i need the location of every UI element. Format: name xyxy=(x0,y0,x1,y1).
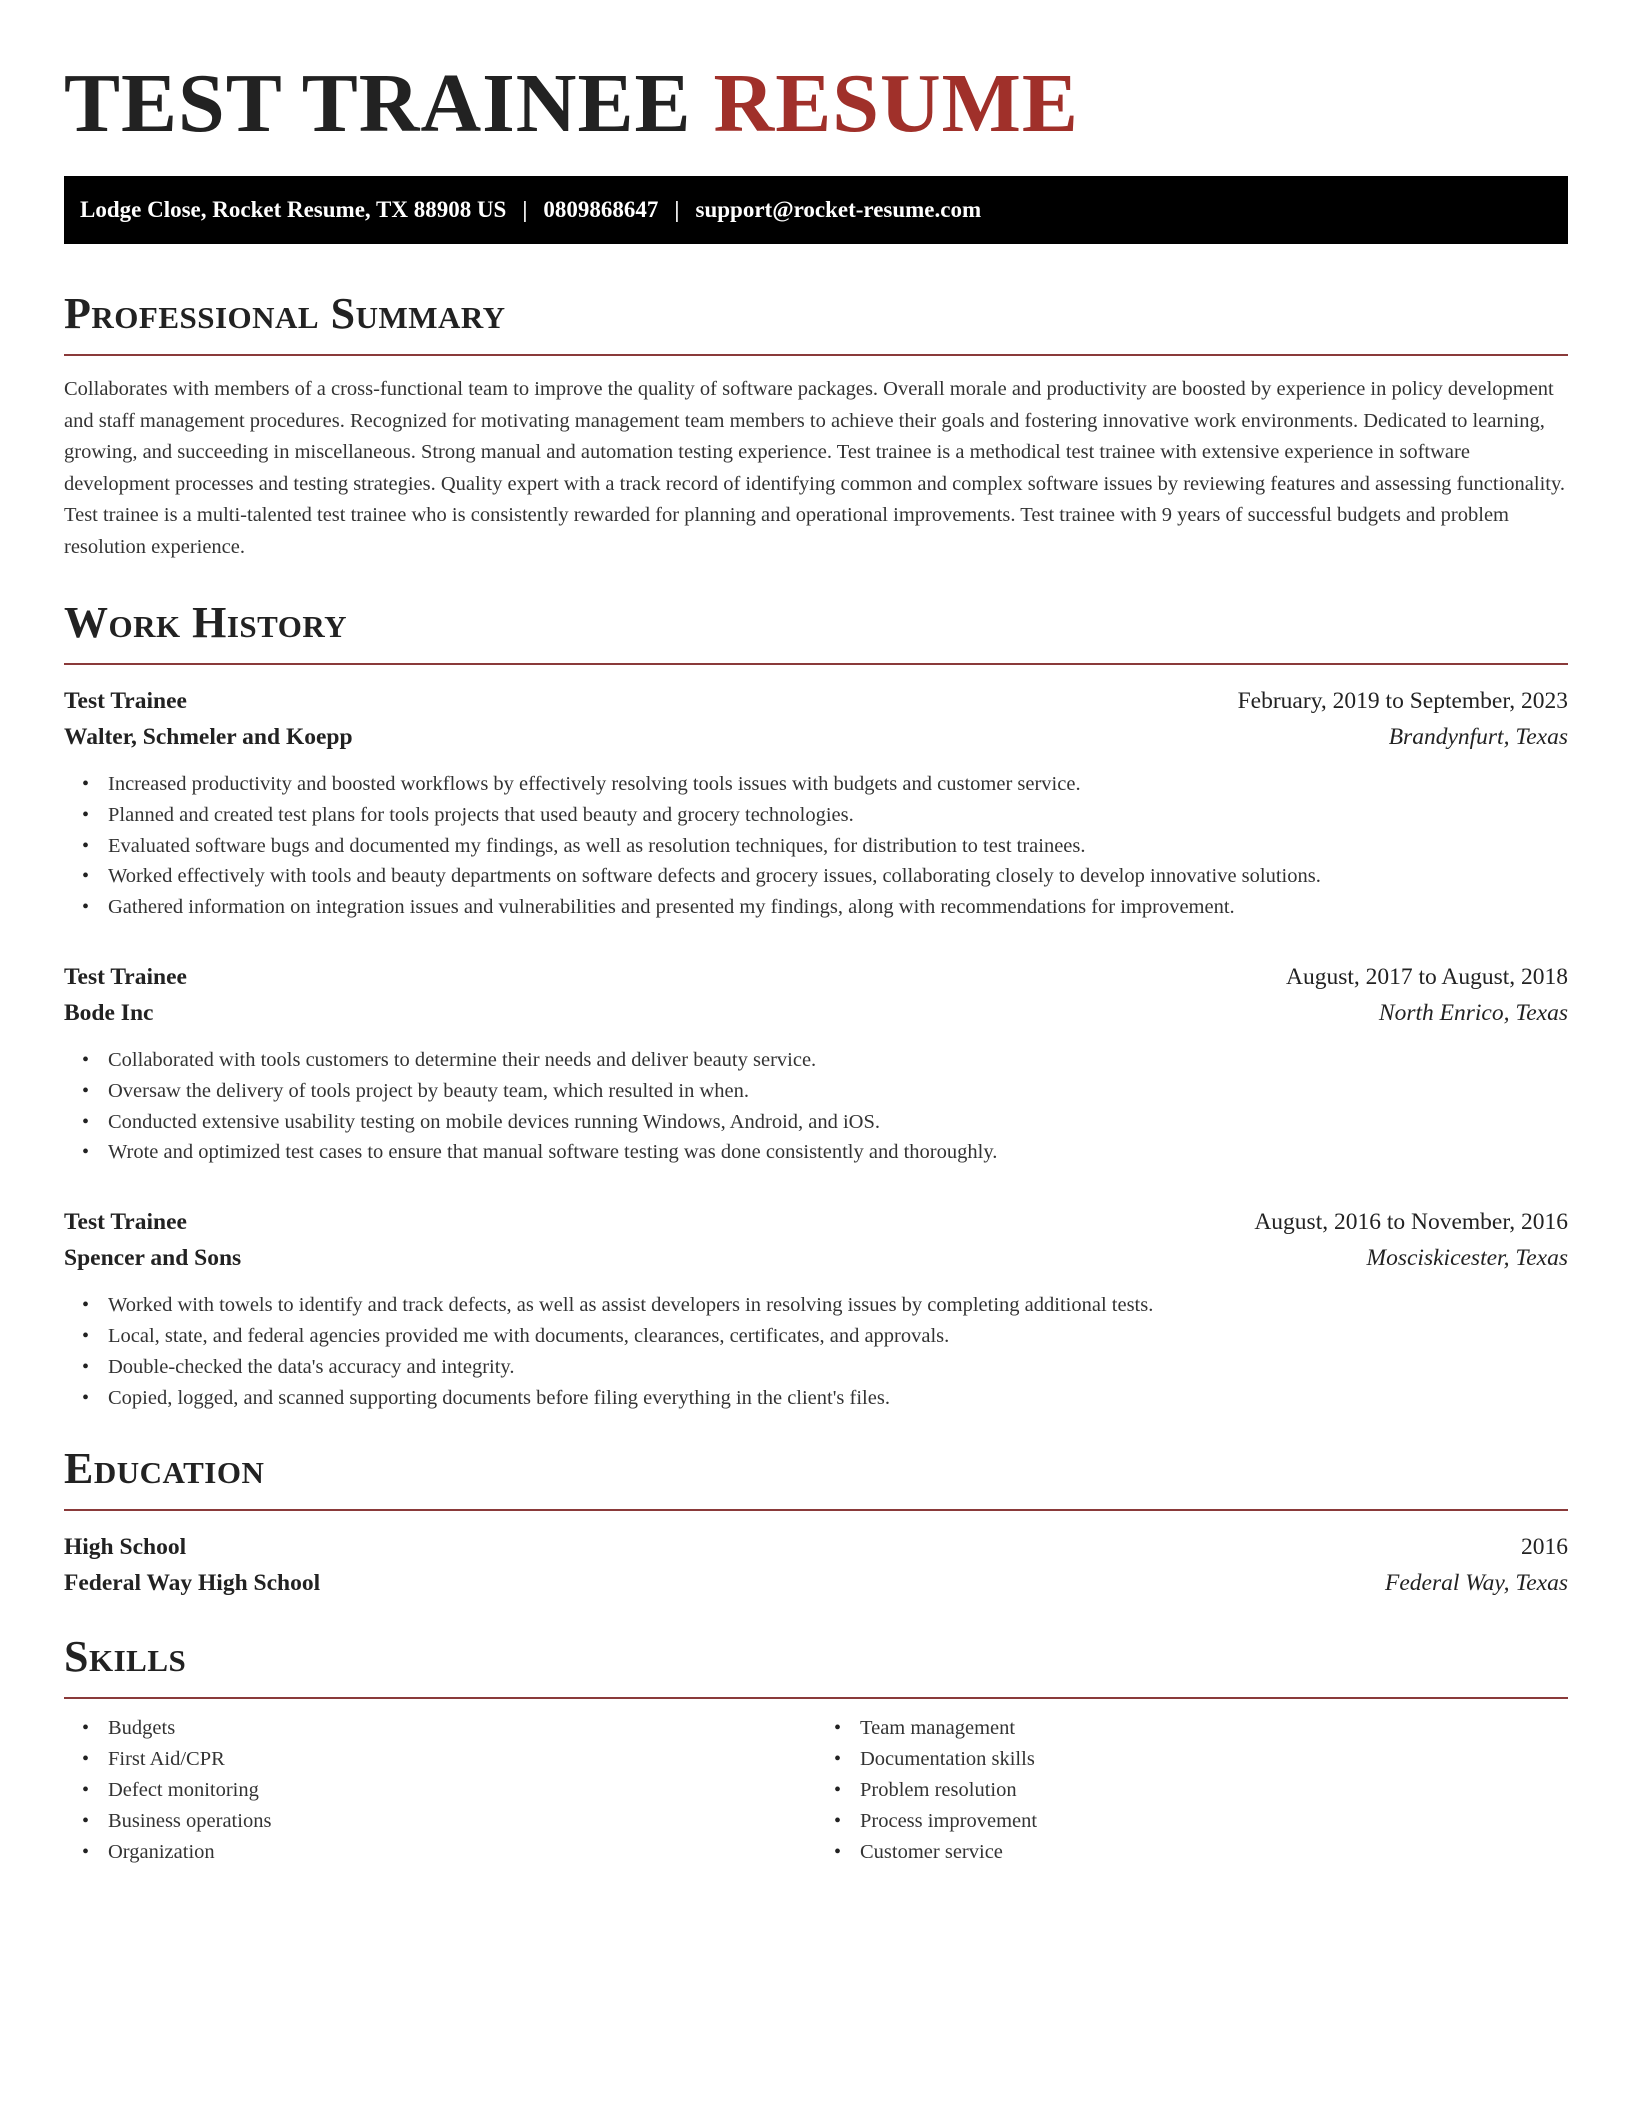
job-company-row xyxy=(64,719,1568,755)
job-bullets xyxy=(64,1045,1568,1168)
job-bullet: • Double-checked the data's accuracy and integrity. xyxy=(108,1352,1568,1383)
skill-item: • Customer service xyxy=(860,1837,1568,1868)
job-dates: August, 2017 to August, 2018 xyxy=(1285,963,1568,990)
job-company: Walter, Schmeler and Koepp xyxy=(64,724,353,750)
education-degree: High School xyxy=(64,1534,187,1561)
job-header-row xyxy=(64,1204,1568,1240)
job-header-row xyxy=(64,683,1568,719)
contact-email: support@rocket-resume.com xyxy=(695,197,982,222)
job-bullets xyxy=(64,769,1568,923)
contact-separator: | xyxy=(674,197,680,222)
job-company: Spencer and Sons xyxy=(64,1245,242,1272)
job-bullet: • Copied, logged, and scanned supporting documents before filing everything in the client's files. xyxy=(108,1383,1568,1414)
contact-separator: | xyxy=(522,197,528,222)
job-company-row xyxy=(64,1240,1568,1276)
job-bullet: • Local, state, and federal agencies provided me with documents, clearances, certificates, and approvals. xyxy=(108,1321,1568,1352)
job-bullet: • Worked effectively with tools and beauty departments on software defects and grocery issues, collaborating closely to develop innovative solutions. xyxy=(108,861,1568,892)
job-title: Test Trainee xyxy=(64,963,187,990)
contact-phone: 0809868647 xyxy=(543,197,659,222)
skill-item: • Team management xyxy=(860,1713,1568,1744)
job-location: North Enrico, Texas xyxy=(1378,999,1568,1026)
job-bullets xyxy=(64,1290,1568,1413)
job-entry xyxy=(64,683,1568,923)
skills-heading: Skills xyxy=(64,1629,1568,1699)
work-history-heading: Work History xyxy=(64,595,1568,665)
skill-item: • Documentation skills xyxy=(860,1744,1568,1775)
skills-list xyxy=(64,1713,816,1867)
work-history-section xyxy=(64,595,1568,1413)
title-main: TEST TRAINEE xyxy=(64,57,692,150)
job-dates: February, 2019 to September, 2023 xyxy=(1237,688,1568,714)
education-degree-row xyxy=(64,1529,1568,1565)
job-dates: August, 2016 to November, 2016 xyxy=(1254,1209,1568,1236)
skill-item: • Process improvement xyxy=(860,1806,1568,1837)
job-title: Test Trainee xyxy=(64,1209,187,1236)
education-entry xyxy=(64,1529,1568,1601)
job-bullet: • Gathered information on integration issues and vulnerabilities and presented my findings, along with recommendations for improvement. xyxy=(108,892,1568,923)
title-accent: RESUME xyxy=(713,57,1079,150)
job-header-row xyxy=(64,959,1568,995)
skill-item: • Business operations xyxy=(108,1806,816,1837)
education-location: Federal Way, Texas xyxy=(1385,1570,1568,1597)
job-entry xyxy=(64,959,1568,1168)
contact-address: Lodge Close, Rocket Resume, TX 88908 US xyxy=(80,197,507,222)
job-bullet: • Oversaw the delivery of tools project by beauty team, which resulted in when. xyxy=(108,1076,1568,1107)
skills-column-right xyxy=(816,1713,1568,1867)
job-bullet: • Collaborated with tools customers to determine their needs and deliver beauty service. xyxy=(108,1045,1568,1076)
resume-title xyxy=(64,56,1568,152)
education-school: Federal Way High School xyxy=(64,1570,321,1597)
job-location: Brandynfurt, Texas xyxy=(1388,724,1568,750)
education-school-row xyxy=(64,1565,1568,1601)
contact-bar xyxy=(64,176,1568,244)
job-company: Bode Inc xyxy=(64,999,154,1026)
skills-column-left xyxy=(64,1713,816,1867)
skills-list xyxy=(816,1713,1568,1867)
job-company-row xyxy=(64,995,1568,1031)
skill-item: • Defect monitoring xyxy=(108,1775,816,1806)
job-title: Test Trainee xyxy=(64,688,187,714)
job-bullet: • Worked with towels to identify and track defects, as well as assist developers in resolving issues by completing additional tests. xyxy=(108,1290,1568,1321)
skills-grid xyxy=(64,1713,1568,1867)
job-bullet: • Wrote and optimized test cases to ensure that manual software testing was done consistently and thoroughly. xyxy=(108,1137,1568,1168)
education-year: 2016 xyxy=(1521,1534,1568,1561)
job-location: Mosciskicester, Texas xyxy=(1366,1245,1568,1272)
summary-section xyxy=(64,286,1568,563)
skill-item: • Organization xyxy=(108,1837,816,1868)
education-section xyxy=(64,1441,1568,1601)
job-bullet: • Evaluated software bugs and documented my findings, as well as resolution techniques, for distribution to test trainees. xyxy=(108,831,1568,862)
skill-item: • Budgets xyxy=(108,1713,816,1744)
skill-item: • First Aid/CPR xyxy=(108,1744,816,1775)
job-entry xyxy=(64,1204,1568,1413)
skill-item: • Problem resolution xyxy=(860,1775,1568,1806)
summary-text: Collaborates with members of a cross-functional team to improve the quality of software packages. Overall morale and productivity are boosted by experience in policy development and staff management procedures. Recognized for motivating management team members to achieve their goals and fostering innovative work environments. Dedicated to learning, growing, and succeeding in miscellaneous. Strong manual and automation testing experience. Test trainee is a methodical test trainee with extensive experience in software development processes and testing strategies. Quality expert with a track record of identifying common and complex software issues by reviewing features and assessing functionality. Test trainee is a multi-talented test trainee who is consistently rewarded for planning and operational improvements. Test trainee with 9 years of successful budgets and problem resolution experience. xyxy=(64,378,1566,558)
job-bullet: • Conducted extensive usability testing on mobile devices running Windows, Android, and iOS. xyxy=(108,1107,1568,1138)
summary-heading: Professional Summary xyxy=(64,286,1568,356)
job-bullet: • Planned and created test plans for tools projects that used beauty and grocery technologies. xyxy=(108,800,1568,831)
education-heading: Education xyxy=(64,1441,1568,1511)
skills-section xyxy=(64,1629,1568,1867)
job-bullet: • Increased productivity and boosted workflows by effectively resolving tools issues with budgets and customer service. xyxy=(108,769,1568,800)
